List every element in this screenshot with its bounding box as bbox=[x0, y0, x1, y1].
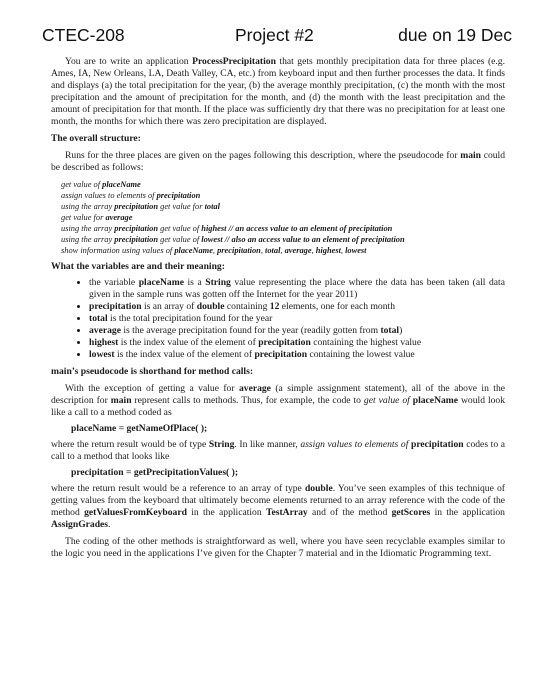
pseudocode-line bbox=[61, 212, 505, 223]
text-run: precipitation bbox=[254, 349, 308, 360]
text-run: , bbox=[340, 246, 346, 255]
text-run: . bbox=[108, 519, 111, 530]
text-run: highest bbox=[315, 246, 341, 255]
text-run: highest bbox=[201, 224, 227, 233]
text-run: placeName bbox=[174, 246, 213, 255]
text-run: main bbox=[110, 395, 132, 406]
text-run: is the index value of the element of bbox=[114, 349, 255, 360]
pseudocode-line bbox=[61, 179, 505, 190]
text-run: containing the highest value bbox=[310, 337, 422, 348]
text-run: using the array bbox=[61, 235, 115, 244]
text-run: that gets monthly precipitation data for three places (e.g. Ames, IA, New Orleans, LA, Death Valley, CA, etc.) from keyboard input and then further processes the data. It finds and displays (a) the total precipitation for the year, (b) the average monthly precipitation, (c) the month with the most precipitation and the amount of precipitation for the month, and (d) the month with the least precipitation and the amount of precipitation for that month. If the place was sufficiently dry that there was no precipitation for at least one month, the months for which there was zero precipitation are displayed. bbox=[51, 56, 505, 127]
document-body bbox=[51, 56, 505, 560]
text-run: lowest bbox=[201, 235, 223, 244]
text-run: precipitation bbox=[411, 439, 464, 450]
due-date: due on 19 Dec bbox=[398, 25, 512, 45]
text-run: get value for bbox=[158, 202, 205, 211]
text-run: 12 bbox=[269, 301, 280, 312]
page-header bbox=[42, 25, 512, 51]
text-run: . In like manner, bbox=[234, 439, 301, 450]
text-run: total bbox=[380, 325, 400, 336]
text-run: getValuesFromKeyboard bbox=[84, 507, 187, 518]
text-run: (a simple assignment statement), all of the above in the description for bbox=[51, 383, 506, 406]
text-run: in the application bbox=[430, 507, 505, 518]
variable-item bbox=[89, 337, 505, 349]
text-run: elements, one for each month bbox=[279, 301, 395, 312]
main-paragraph-1 bbox=[51, 383, 505, 419]
course-code: CTEC-208 bbox=[42, 25, 125, 45]
text-run: average bbox=[105, 213, 133, 222]
code-line-precipitation: precipitation = getPrecipitationValues( ); bbox=[71, 467, 239, 478]
text-run: main bbox=[460, 150, 482, 161]
text-run: represent calls to methods. Thus, for example, the code to bbox=[131, 395, 364, 406]
text-run: get value for bbox=[61, 213, 106, 222]
text-run: TestArray bbox=[265, 507, 308, 518]
text-run: average bbox=[89, 325, 121, 336]
text-run: lowest bbox=[89, 349, 115, 360]
variable-item bbox=[89, 349, 505, 361]
final-paragraph bbox=[51, 536, 505, 560]
text-run: would look like a call to a method coded as bbox=[51, 395, 505, 418]
text-run: placeName bbox=[102, 180, 141, 189]
variable-item bbox=[89, 277, 505, 301]
text-run: String bbox=[205, 277, 231, 288]
text-run: is an array of bbox=[141, 301, 197, 312]
text-run: average bbox=[284, 246, 312, 255]
text-run: placeName bbox=[412, 395, 459, 406]
text-run: could be described as follows: bbox=[51, 150, 506, 173]
text-run: With the exception of getting a value for bbox=[65, 383, 239, 394]
text-run: , bbox=[260, 246, 266, 255]
main-paragraph-3 bbox=[51, 483, 505, 531]
pseudocode-line bbox=[61, 245, 505, 256]
text-run: precipitation bbox=[114, 224, 159, 233]
intro-paragraph bbox=[51, 56, 505, 128]
text-run: the variable bbox=[89, 277, 139, 288]
text-run: double bbox=[304, 483, 333, 494]
text-run: highest bbox=[89, 337, 119, 348]
text-run: total bbox=[204, 202, 220, 211]
text-run: , bbox=[280, 246, 285, 255]
variable-item bbox=[89, 325, 505, 337]
text-run: ) bbox=[399, 325, 403, 336]
code-line-placename: placeName = getNameOfPlace( ); bbox=[71, 423, 208, 434]
text-run: show information using values of bbox=[61, 246, 175, 255]
overall-structure-heading: The overall structure: bbox=[51, 133, 141, 144]
text-run: precipitation bbox=[156, 191, 201, 200]
text-run: is the total precipitation found for the year bbox=[107, 313, 273, 324]
project-title: Project #2 bbox=[235, 25, 314, 45]
pseudocode-line bbox=[61, 234, 505, 245]
text-run: containing the lowest value bbox=[307, 349, 415, 360]
text-run: precipitation bbox=[114, 235, 159, 244]
text-run: using the array bbox=[61, 224, 115, 233]
pseudocode-line bbox=[61, 223, 505, 234]
variable-item bbox=[89, 301, 505, 313]
text-run: , bbox=[212, 246, 218, 255]
text-run: is the average precipitation found for the year (readily gotten from bbox=[120, 325, 381, 336]
text-run: get value of bbox=[61, 180, 103, 189]
pseudocode-block bbox=[61, 179, 505, 256]
text-run: // an access value to an element of precipitation bbox=[226, 224, 393, 233]
text-run: placeName bbox=[138, 277, 184, 288]
text-run: codes to a call to a method that looks like bbox=[51, 439, 505, 462]
text-run: where the return result would be of type bbox=[51, 439, 209, 450]
text-run: precipitation bbox=[217, 246, 261, 255]
text-run: precipitation bbox=[114, 202, 159, 211]
text-run: getScores bbox=[391, 507, 431, 518]
pseudocode-line bbox=[61, 201, 505, 212]
text-run: using the array bbox=[61, 202, 115, 211]
main-paragraph-2 bbox=[51, 439, 505, 463]
text-run: . You’ve seen examples of this technique of getting values from the keyboard that ultimately become elements returned to an array reference with the code of the method bbox=[51, 483, 505, 518]
text-run: String bbox=[208, 439, 235, 450]
text-run: Runs for the three places are given on the pages following this description, where the pseudocode for bbox=[65, 150, 461, 161]
text-run: // also an access value to an element of precipitation bbox=[222, 235, 405, 244]
text-run: lowest bbox=[345, 246, 367, 255]
text-run: value representing the place where the data has been taken (all data given in the sample runs was gotten off the Internet for the year 2011) bbox=[89, 277, 505, 300]
text-run: get value of bbox=[158, 224, 202, 233]
variables-heading: What the variables are and their meaning: bbox=[51, 261, 225, 272]
main-pseudocode-heading: main’s pseudocode is shorthand for method calls: bbox=[51, 366, 254, 377]
overall-structure-paragraph bbox=[51, 150, 505, 174]
text-run: get value of bbox=[363, 395, 410, 406]
text-run: is the index value of the element of bbox=[118, 337, 259, 348]
variable-item bbox=[89, 313, 505, 325]
text-run: You are to write an application bbox=[65, 56, 193, 67]
text-run: total bbox=[89, 313, 108, 324]
variables-list bbox=[77, 277, 505, 361]
text-run: AssignGrades bbox=[51, 519, 109, 530]
text-run: assign values to elements of bbox=[300, 439, 409, 450]
text-run: precipitation bbox=[258, 337, 311, 348]
text-run: precipitation bbox=[89, 301, 142, 312]
text-run: assign values to elements of bbox=[61, 191, 157, 200]
text-run: double bbox=[196, 301, 225, 312]
text-run: , bbox=[311, 246, 316, 255]
text-run: in the application bbox=[186, 507, 266, 518]
text-run: ProcessPrecipitation bbox=[192, 56, 276, 67]
text-run: average bbox=[238, 383, 271, 394]
text-run: is a bbox=[183, 277, 206, 288]
pseudocode-line bbox=[61, 190, 505, 201]
text-run: where the return result would be a reference to an array of type bbox=[51, 483, 305, 494]
text-run: and of the method bbox=[307, 507, 392, 518]
text-run: The coding of the other methods is straightforward as well, where you have seen recyclable examples similar to the logic you need in the applications I’ve given for the Chapter 7 material and in the Idiomatic Programming text. bbox=[51, 536, 505, 559]
text-run: total bbox=[265, 246, 281, 255]
text-run: containing bbox=[224, 301, 270, 312]
text-run: get value of bbox=[158, 235, 202, 244]
